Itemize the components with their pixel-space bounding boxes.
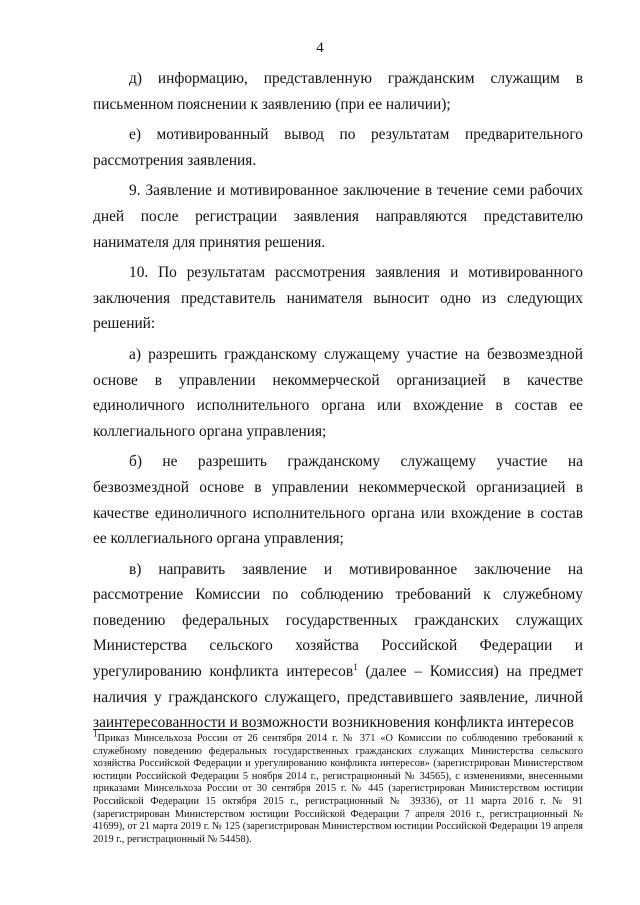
paragraph-item-v <box>93 557 583 736</box>
footnote-reference: 1 <box>353 661 358 672</box>
footnote-mark: 1 <box>93 728 98 739</box>
paragraph-item-a: а) разрешить гражданскому служащему участие на безвозмездной основе в управлении некоммерческой организацией в качестве единоличного исполнительного органа или вхождение в состав ее коллегиального органа управления; <box>93 345 583 440</box>
footnote-separator <box>93 729 257 730</box>
paragraph-item-d: д) информацию, представленную гражданским служащим в письменном пояснении к заявлению (при ее наличии); <box>93 70 583 113</box>
paragraph-clause-10: 10. По результатам рассмотрения заявления и мотивированного заключения представитель нанимателя выносит одно из следующих решений: <box>93 264 583 333</box>
paragraph-item-e: е) мотивированный вывод по результатам предварительного рассмотрения заявления. <box>93 126 583 169</box>
page-number: 4 <box>316 40 324 56</box>
document-body <box>93 66 583 736</box>
paragraph-item-v-continuation: (далее – Комиссия) на предмет наличия у гражданского служащего, представившего заявление, личной заинтересованности и возможности возникновения конфликта интересов <box>93 663 583 732</box>
paragraph-item-v-text: в) направить заявление и мотивированное заключение на рассмотрение Комиссии по соблюдению требований к служебному поведению федеральных государственных гражданских служащих Министерства сельского хозяйства Российской Федерации и урегулированию конфликта интересов <box>93 560 583 681</box>
paragraph-item-b: б) не разрешить гражданскому служащему участие на безвозмездной основе в управлении некоммерческой организацией в качестве единоличного исполнительного органа или вхождение в состав ее коллегиального органа управления; <box>93 453 583 548</box>
paragraph-clause-9: 9. Заявление и мотивированное заключение в течение семи рабочих дней после регистрации заявления направляются представителю нанимателя для принятия решения. <box>93 182 583 251</box>
footnote <box>93 728 583 846</box>
footnote-text: Приказ Минсельхоза России от 26 сентября 2014 г. № 371 «О Комиссии по соблюдению требований к служебному поведению федеральных государственных гражданских служащих Министерства сельского хозяйства Российской Федерации и урегулированию конфликта интересов» (зарегистрирован Министерством юстиции Российской Федерации 5 ноября 2014 г., регистрационный № 34565), с изменениями, внесенными приказами Минсельхоза России от 30 сентября 2015 г. № 445 (зарегистрирован Министерством юстиции Российской Федерации 15 октября 2015 г., регистрационный № 39336), от 11 марта 2016 г. № 91 (зарегистрирован Министерством юстиции Российской Федерации 7 апреля 2016 г., регистрационный № 41699), от 21 марта 2019 г. № 125 (зарегистрирован Министерством юстиции Российской Федерации 19 апреля 2019 г., регистрационный № 54458). <box>93 733 583 845</box>
